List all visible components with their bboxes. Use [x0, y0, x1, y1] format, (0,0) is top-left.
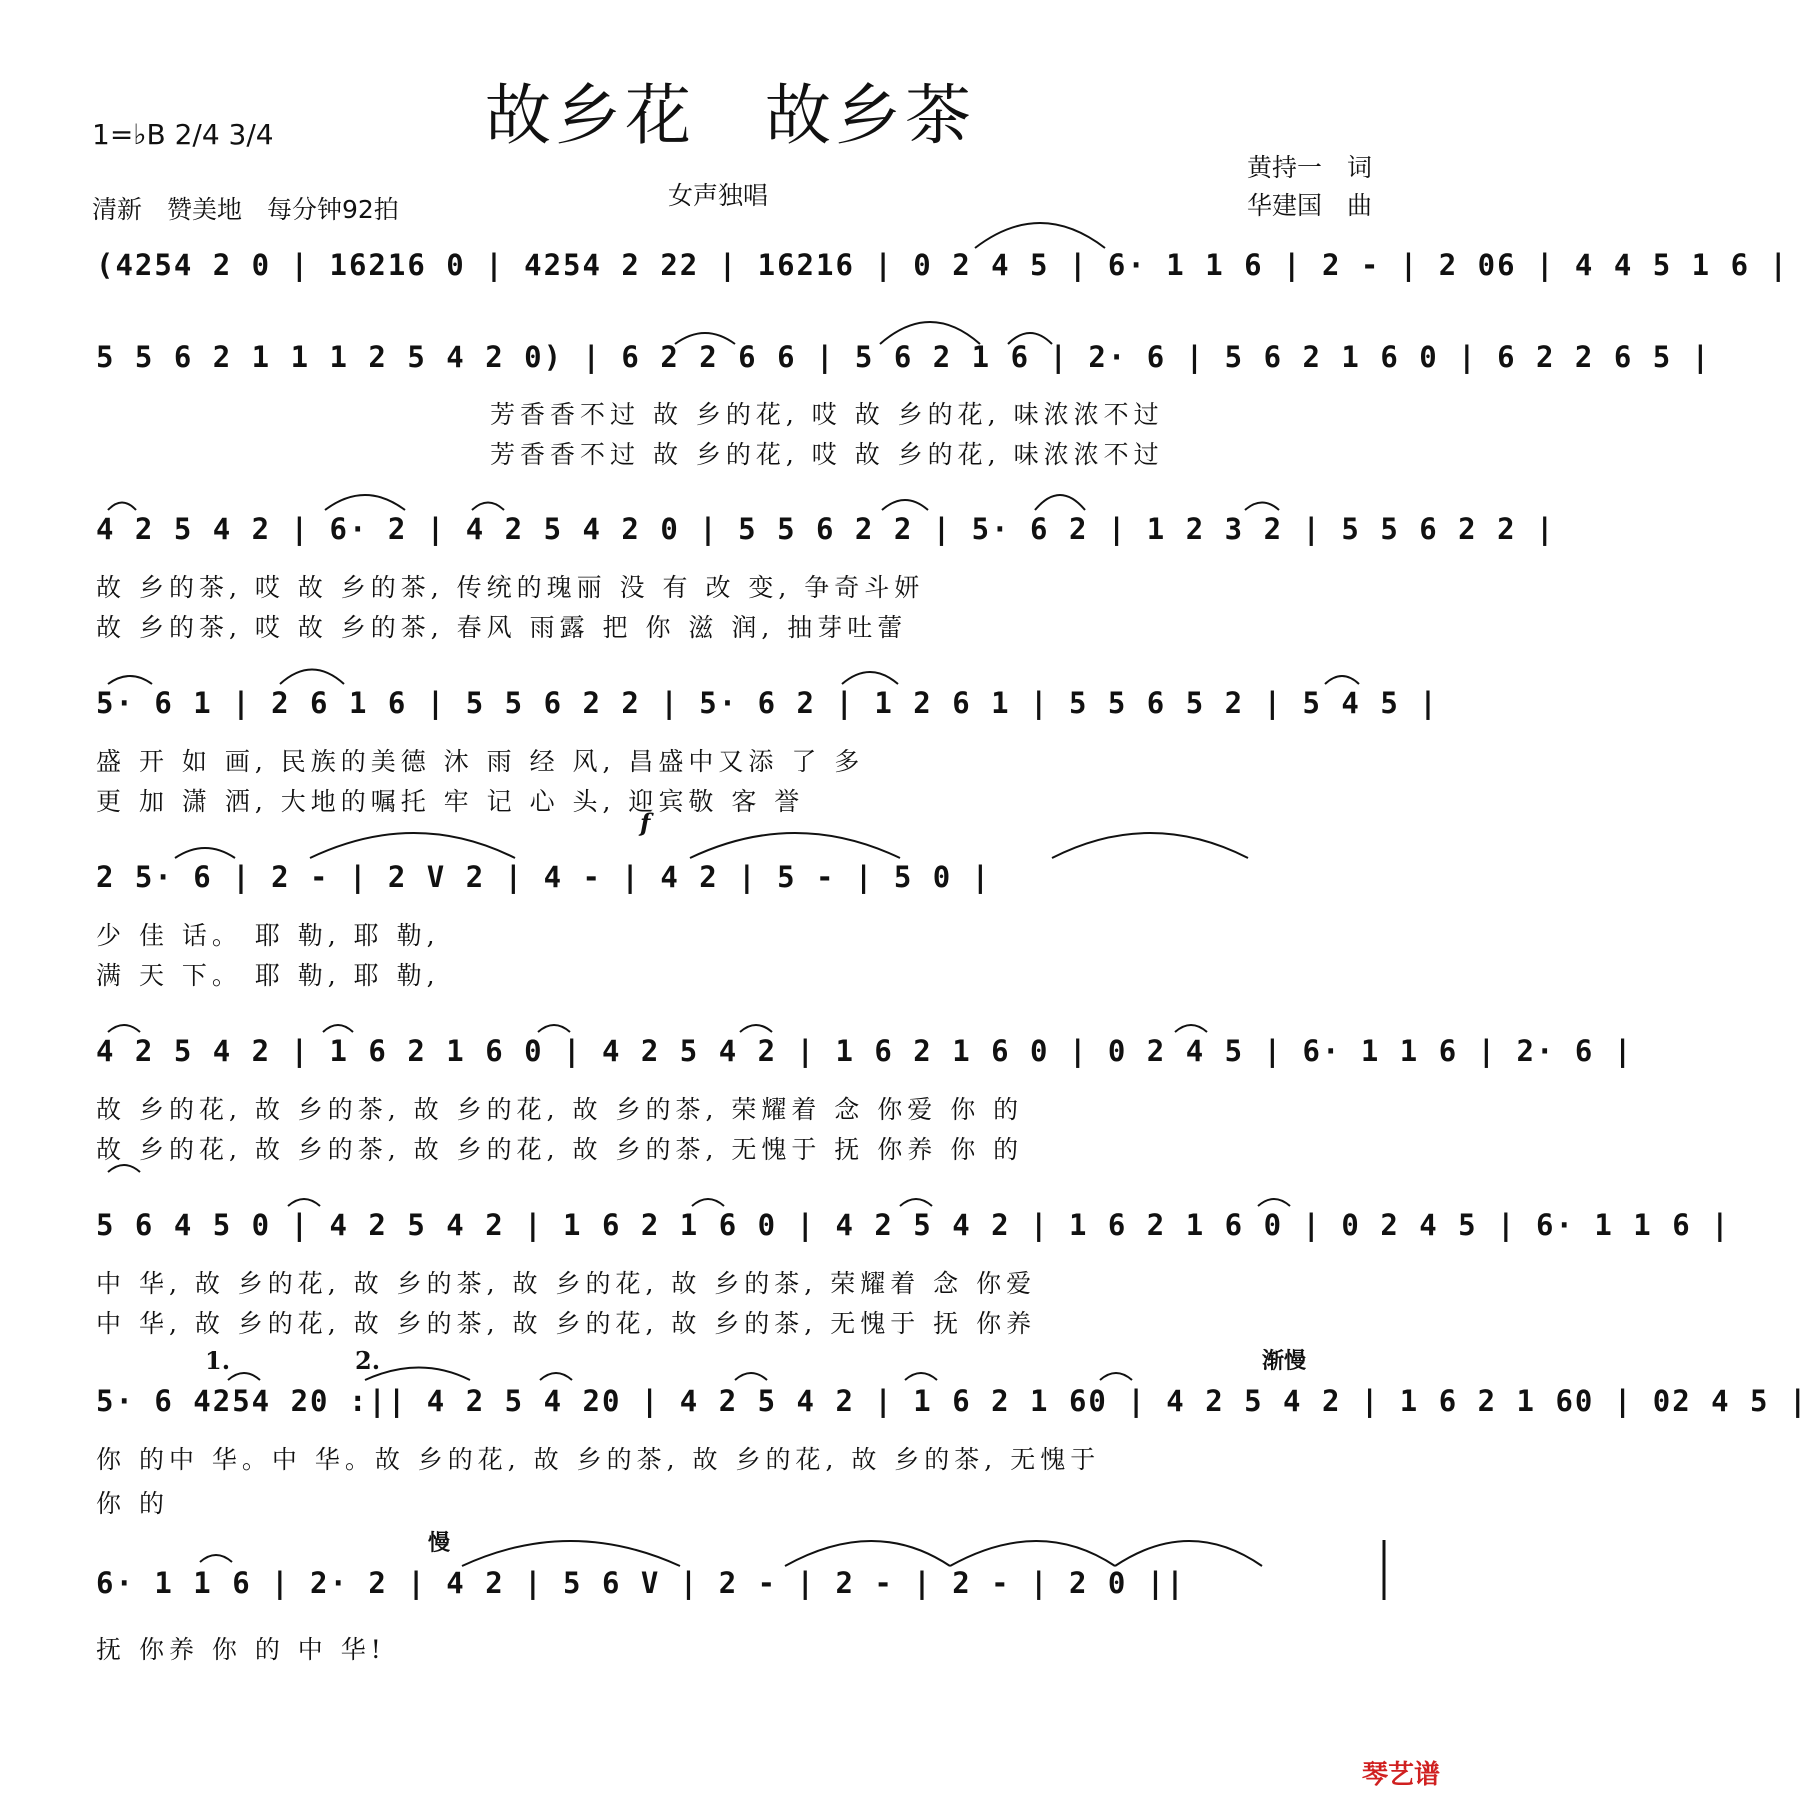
lyric-line-2: 芳香香不过 故 乡的花, 哎 故 乡的花, 味浓浓不过 — [490, 440, 1164, 469]
lyric-line-2: 中 华, 故 乡的花, 故 乡的茶, 故 乡的花, 故 乡的茶, 无愧于 抚 你养 — [96, 1309, 1037, 1338]
tempo-marking: 清新 赞美地 每分钟92拍 — [92, 195, 399, 224]
lyric-line-1: 你 的中 华。中 华。故 乡的花, 故 乡的茶, 故 乡的花, 故 乡的茶, 无愧于 — [96, 1445, 1101, 1474]
ritardando-mark: 渐慢 — [1262, 1348, 1307, 1374]
voice-type: 女声独唱 — [668, 181, 769, 210]
lyricist-credit: 黄持一 词 — [1246, 153, 1372, 182]
forte-mark: f — [640, 808, 651, 837]
slow-mark: 慢 — [428, 1530, 451, 1556]
lyric-line-2: 满 天 下。 耶 勒, 耶 勒, — [96, 961, 440, 990]
lyric-line-1: 故 乡的花, 故 乡的茶, 故 乡的花, 故 乡的茶, 荣耀着 念 你爱 你 的 — [96, 1095, 1024, 1124]
lyric-line-1: 中 华, 故 乡的花, 故 乡的茶, 故 乡的花, 故 乡的茶, 荣耀着 念 你爱 — [96, 1269, 1037, 1298]
lyric-line-2: 故 乡的茶, 哎 故 乡的茶, 春风 雨露 把 你 滋 润, 抽芽吐蕾 — [96, 613, 908, 642]
lyric-line-1: 芳香香不过 故 乡的花, 哎 故 乡的花, 味浓浓不过 — [490, 400, 1164, 429]
lyric-line-1: 少 佳 话。 耶 勒, 耶 勒, — [96, 921, 440, 950]
volta-2: 2. — [355, 1346, 381, 1375]
notation-row: 5· 6 1 | 2 6 1 6 | 5 5 6 2 2 | 5· 6 2 | 1 2 6 1 | 5 5 6 5 2 | 5 4 5 | — [96, 686, 1439, 720]
lyric-line-2: 故 乡的花, 故 乡的茶, 故 乡的花, 故 乡的茶, 无愧于 抚 你养 你 的 — [96, 1135, 1024, 1164]
key-signature: 1=♭B 2/4 3/4 — [92, 118, 274, 151]
notation-row: 5 5 6 2 1 1 1 2 5 4 2 0) | 6 2 2 6 6 | 5 6 2 1 6 | 2· 6 | 5 6 2 1 6 0 | 6 2 2 6 5 | — [96, 340, 1712, 374]
composer-credit: 华建国 曲 — [1246, 191, 1372, 220]
lyric-line-1: 抚 你养 你 的 中 华! — [96, 1635, 386, 1664]
notation-row: 4 2 5 4 2 | 1 6 2 1 6 0 | 4 2 5 4 2 | 1 6 2 1 6 0 | 0 2 4 5 | 6· 1 1 6 | 2· 6 | — [96, 1034, 1634, 1068]
watermark-logo: 琴艺谱 — [1361, 1760, 1440, 1790]
notation-row: (4254 2 0 | 16216 0 | 4254 2 22 | 16216 | 0 2 4 5 | 6· 1 1 6 | 2 - | 2 06 | 4 4 5 1 6 | — [96, 248, 1789, 282]
notation-row: 5· 6 4254 20 :|| 4 2 5 4 20 | 4 2 5 4 2 | 1 6 2 1 60 | 4 2 5 4 2 | 1 6 2 1 60 | 02 4 5 | — [96, 1384, 1808, 1418]
volta-1: 1. — [205, 1346, 231, 1375]
notation-row: 4 2 5 4 2 | 6· 2 | 4 2 5 4 2 0 | 5 5 6 2 2 | 5· 6 2 | 1 2 3 2 | 5 5 6 2 2 | — [96, 512, 1556, 546]
lyric-line-2: 更 加 潇 洒, 大地的嘱托 牢 记 心 头, 迎宾敬 客 誉 — [96, 787, 805, 816]
notation-row: 2 5· 6 | 2 - | 2 V 2 | 4 - | 4 2 | 5 - | 5 0 | — [96, 860, 992, 894]
score-title: 故乡花 故乡茶 — [485, 77, 975, 154]
lyric-line-1: 盛 开 如 画, 民族的美德 沐 雨 经 风, 昌盛中又添 了 多 — [96, 747, 865, 776]
notation-row: 5 6 4 5 0 | 4 2 5 4 2 | 1 6 2 1 6 0 | 4 2 5 4 2 | 1 6 2 1 6 0 | 0 2 4 5 | 6· 1 1 6 | — [96, 1208, 1731, 1242]
lyric-line-1: 故 乡的茶, 哎 故 乡的茶, 传统的瑰丽 没 有 改 变, 争奇斗妍 — [96, 573, 925, 602]
notation-row: 6· 1 1 6 | 2· 2 | 4 2 | 5 6 V | 2 - | 2 - | 2 - | 2 0 || — [96, 1566, 1186, 1600]
lyric-line-2: 你 的 — [96, 1489, 169, 1518]
